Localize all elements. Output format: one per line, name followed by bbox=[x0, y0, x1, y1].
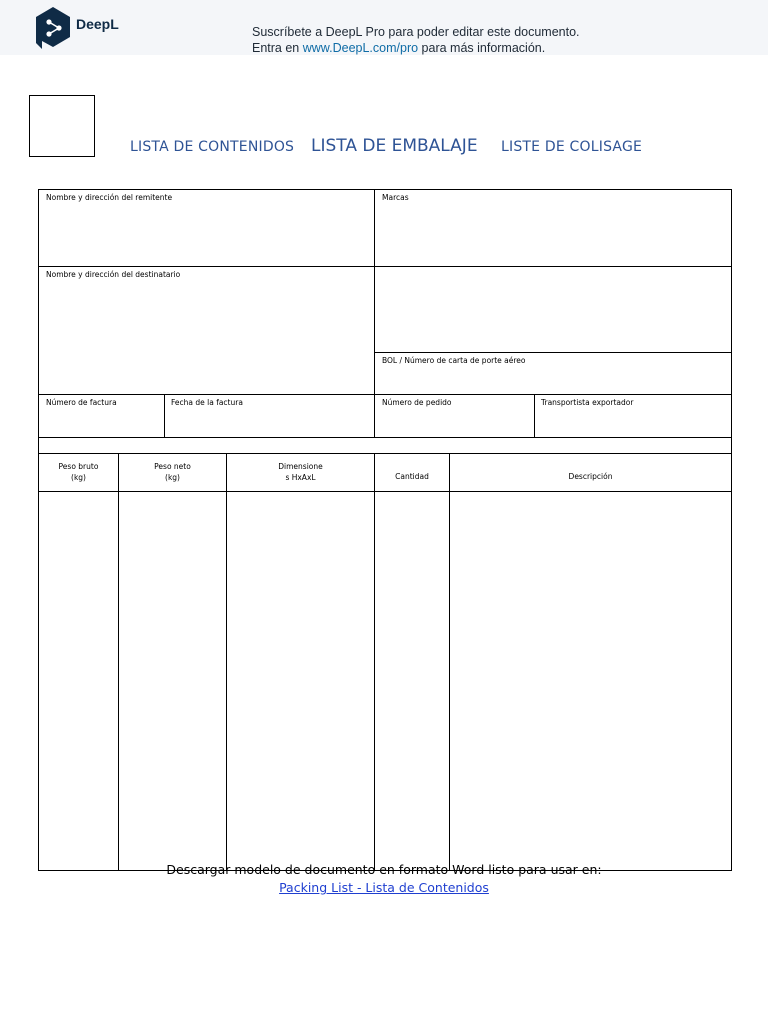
brand-name: DeepL bbox=[76, 16, 119, 32]
divider-upper-vertical bbox=[374, 190, 375, 438]
banner-line-2-prefix: Entra en bbox=[252, 41, 303, 55]
row-divider-3 bbox=[39, 437, 731, 438]
shipper-label: Nombre y dirección del remitente bbox=[46, 193, 173, 202]
logo-placeholder-box bbox=[29, 95, 95, 157]
col-divider-2 bbox=[226, 453, 227, 870]
description-header: Descripción bbox=[568, 472, 613, 481]
row-divider-4 bbox=[39, 453, 731, 454]
consignee-label: Nombre y dirección del destinatario bbox=[46, 270, 181, 279]
deepl-logo-icon[interactable] bbox=[33, 6, 73, 50]
gross-weight-header bbox=[39, 461, 118, 483]
invoice-date-label: Fecha de la factura bbox=[171, 398, 243, 407]
title-lista-de-embalaje: LISTA DE EMBALAJE bbox=[311, 136, 478, 156]
net-weight-header-line-1: Peso neto bbox=[154, 462, 191, 471]
marks-label: Marcas bbox=[382, 193, 409, 202]
divider-order bbox=[534, 394, 535, 438]
col-divider-1 bbox=[118, 453, 119, 870]
banner-message bbox=[252, 24, 580, 56]
download-text: Descargar modelo de documento en formato Word listo para usar en: bbox=[166, 862, 602, 877]
invoice-number-label: Número de factura bbox=[46, 398, 117, 407]
quantity-header: Cantidad bbox=[395, 472, 429, 481]
divider-invoice bbox=[164, 394, 165, 438]
row-divider-1 bbox=[39, 266, 731, 267]
net-weight-header-line-2: (kg) bbox=[165, 473, 180, 482]
deepl-banner bbox=[0, 0, 768, 55]
gross-weight-header-line-2: (kg) bbox=[71, 473, 86, 482]
title-liste-de-colisage: LISTE DE COLISAGE bbox=[501, 139, 643, 155]
col-divider-4 bbox=[449, 453, 450, 870]
bol-label: BOL / Número de carta de porte aéreo bbox=[382, 356, 526, 365]
net-weight-header bbox=[119, 461, 226, 483]
banner-line-2-suffix: para más información. bbox=[418, 41, 546, 55]
carrier-label: Transportista exportador bbox=[541, 398, 634, 407]
row-divider-bol bbox=[375, 352, 731, 353]
deepl-pro-link[interactable]: www.DeepL.com/pro bbox=[302, 41, 419, 55]
dimensions-header-line-1: Dimensione bbox=[278, 462, 323, 471]
packing-list-form bbox=[38, 189, 732, 871]
banner-line-1: Suscríbete a DeepL Pro para poder editar este documento. bbox=[252, 25, 580, 39]
col-divider-3 bbox=[374, 453, 375, 870]
title-lista-de-contenidos: LISTA DE CONTENIDOS bbox=[130, 139, 295, 155]
dimensions-header-line-2: s HxAxL bbox=[285, 473, 316, 482]
banner-line-2 bbox=[252, 40, 580, 56]
table-header-divider bbox=[39, 491, 731, 492]
row-divider-2 bbox=[39, 394, 731, 395]
order-number-label: Número de pedido bbox=[382, 398, 452, 407]
gross-weight-header-line-1: Peso bruto bbox=[58, 462, 99, 471]
dimensions-header bbox=[227, 461, 374, 483]
download-link[interactable]: Packing List - Lista de Contenidos bbox=[279, 880, 489, 895]
